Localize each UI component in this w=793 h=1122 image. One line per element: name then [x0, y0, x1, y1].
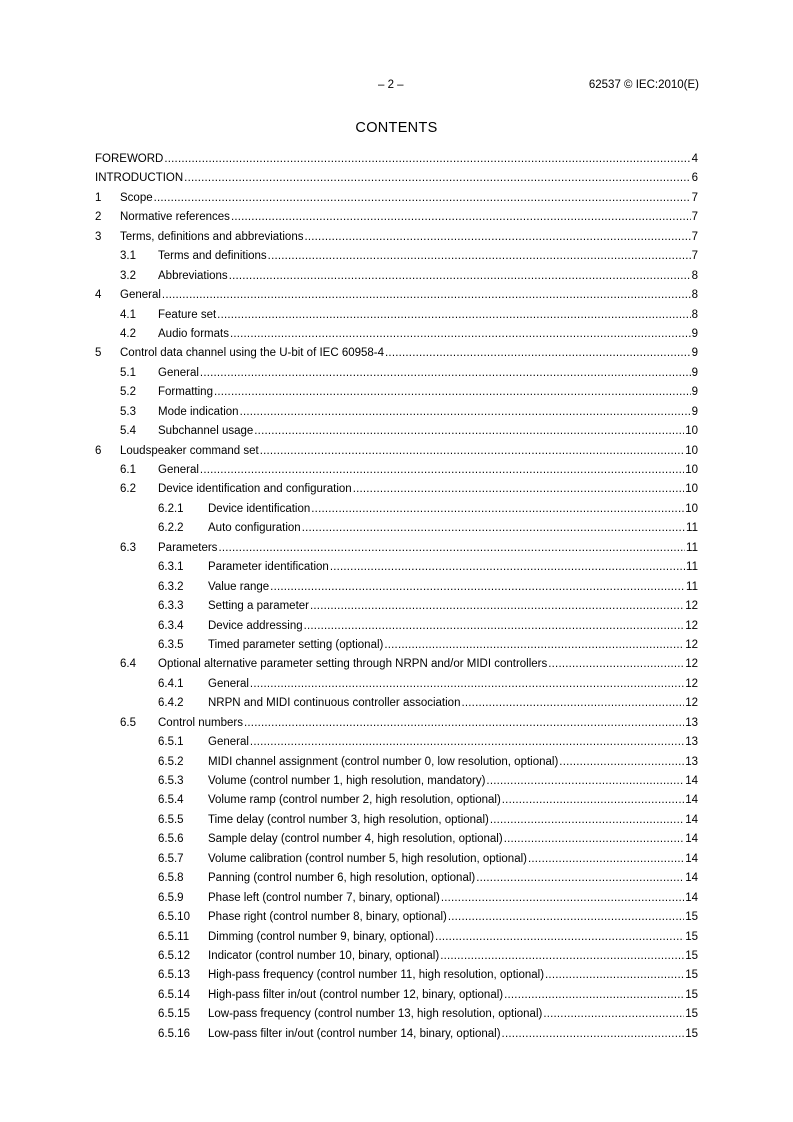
toc-leader-dots [486, 772, 684, 791]
toc-entry-page: 12 [685, 638, 698, 651]
toc-entry[interactable] [95, 461, 698, 480]
toc-entry[interactable] [95, 617, 698, 636]
toc-entry[interactable] [95, 811, 698, 830]
toc-entry-title: Mode indication [158, 405, 239, 418]
toc-entry-number: 6.5 [120, 716, 136, 729]
toc-entry-number: 6.5.13 [158, 969, 190, 982]
toc-entry-page: 13 [685, 716, 698, 729]
toc-entry-title: Auto configuration [208, 522, 301, 535]
toc-entry-title: General [208, 677, 249, 690]
toc-entry-number: 6.3.2 [158, 580, 184, 593]
toc-entry-number: 6.5.10 [158, 911, 190, 924]
toc-entry-number: 5.4 [120, 425, 136, 438]
toc-entry-title: Optional alternative parameter setting through NRPN and/or MIDI controllers [158, 658, 548, 671]
toc-entry-page: 15 [685, 1027, 698, 1040]
toc-leader-dots [270, 578, 685, 597]
toc-leader-dots [200, 364, 691, 383]
toc-entry-title: Parameters [158, 541, 218, 554]
toc-entry-title: Indicator (control number 10, binary, optional) [208, 949, 440, 962]
toc-entry[interactable] [95, 306, 698, 325]
toc-entry-title: General [158, 464, 199, 476]
toc-entry-page: 15 [685, 988, 698, 1001]
toc-entry[interactable] [95, 189, 698, 208]
toc-entry-page: 10 [685, 425, 698, 438]
toc-entry-number: 6.2.2 [158, 522, 184, 535]
toc-entry-title: Volume (control number 1, high resolution, mandatory) [208, 775, 486, 787]
toc-entry-number: 6.1 [120, 464, 136, 476]
toc-entry-page: 10 [685, 502, 698, 515]
toc-entry-page: 11 [686, 561, 698, 574]
toc-entry-number: 6.4.2 [158, 697, 184, 710]
toc-entry-page: 7 [691, 250, 698, 263]
toc-entry-title: Loudspeaker command set [120, 444, 259, 457]
toc-entry-title: MIDI channel assignment (control number 0, low resolution, optional) [208, 755, 559, 768]
toc-entry-title: FOREWORD [95, 153, 164, 165]
toc-entry-page: 8 [691, 269, 698, 282]
toc-entry-number: 4 [95, 289, 102, 302]
toc-entry-page: 10 [685, 464, 698, 476]
toc-leader-dots [311, 500, 684, 519]
toc-entry-page: 4 [691, 153, 698, 165]
toc-entry[interactable] [95, 947, 698, 966]
toc-entry-page: 10 [685, 444, 698, 457]
toc-entry[interactable] [95, 228, 698, 247]
toc-entry-page: 15 [685, 1008, 698, 1021]
toc-leader-dots [304, 617, 685, 636]
toc-entry-number: 4.2 [120, 327, 136, 340]
toc-leader-dots [268, 247, 691, 266]
toc-leader-dots [490, 811, 684, 830]
toc-entry-title: Volume ramp (control number 2, high resolution, optional) [208, 794, 501, 807]
toc-entry-title: Dimming (control number 9, binary, optional) [208, 930, 435, 943]
document-id: 62537 © IEC:2010(E) [588, 79, 699, 91]
toc-entry-title: NRPN and MIDI continuous controller association [208, 697, 461, 710]
toc-entry-title: Feature set [158, 308, 217, 321]
toc-entry-page: 15 [685, 930, 698, 943]
toc-entry-title: High-pass filter in/out (control number 12, binary, optional) [208, 988, 504, 1001]
toc-entry-number: 6.2 [120, 483, 136, 496]
toc-entry-page: 12 [685, 600, 698, 613]
toc-entry[interactable] [95, 908, 698, 927]
toc-entry-number: 6.5.8 [158, 872, 184, 885]
toc-leader-dots [250, 733, 684, 752]
toc-entry-number: 6.5.11 [158, 930, 190, 943]
toc-entry-title: Device identification and configuration [158, 483, 352, 496]
toc-entry-number: 5.2 [120, 386, 136, 399]
toc-leader-dots [154, 189, 691, 208]
toc-entry-title: High-pass frequency (control number 11, high resolution, optional) [208, 969, 545, 982]
toc-entry-number: 6.5.16 [158, 1027, 190, 1040]
toc-entry[interactable] [95, 150, 698, 169]
toc-entry-title: Phase left (control number 7, binary, optional) [208, 891, 440, 904]
toc-leader-dots [504, 830, 685, 849]
toc-leader-dots [214, 383, 691, 402]
toc-entry-title: INTRODUCTION [95, 172, 184, 185]
toc-entry[interactable] [95, 344, 698, 363]
toc-entry-title: Scope [120, 191, 153, 204]
toc-entry[interactable] [95, 208, 698, 227]
toc-entry-number: 2 [95, 211, 102, 224]
toc-leader-dots [440, 947, 684, 966]
toc-entry-title: Time delay (control number 3, high resolution, optional) [208, 813, 489, 826]
toc-entry[interactable] [95, 558, 698, 577]
toc-entry-number: 5.1 [120, 366, 136, 379]
toc-leader-dots [218, 539, 685, 558]
toc-entry-title: Low-pass filter in/out (control number 14, binary, optional) [208, 1027, 501, 1040]
toc-entry[interactable] [95, 772, 698, 791]
toc-entry[interactable] [95, 364, 698, 383]
toc-entry-title: Low-pass frequency (control number 13, high resolution, optional) [208, 1008, 543, 1021]
toc-entry[interactable] [95, 519, 698, 538]
toc-entry-title: Subchannel usage [158, 425, 254, 438]
toc-entry-number: 6.5.6 [158, 833, 184, 846]
toc-leader-dots [545, 966, 684, 985]
toc-entry[interactable] [95, 383, 698, 402]
toc-entry[interactable] [95, 403, 698, 422]
toc-entry[interactable] [95, 966, 698, 985]
toc-entry[interactable] [95, 578, 698, 597]
table-of-contents [95, 150, 698, 1044]
toc-leader-dots [528, 850, 684, 869]
toc-entry[interactable] [95, 791, 698, 810]
toc-entry[interactable] [95, 733, 698, 752]
toc-entry[interactable] [95, 986, 698, 1005]
toc-entry[interactable] [95, 325, 698, 344]
toc-entry-number: 6.5.2 [158, 755, 184, 768]
toc-entry-number: 5.3 [120, 405, 136, 418]
toc-leader-dots [476, 869, 684, 888]
toc-leader-dots [162, 286, 691, 305]
toc-entry-page: 8 [691, 289, 698, 302]
toc-entry-number: 6.5.7 [158, 852, 184, 865]
toc-entry-number: 6.2.1 [158, 502, 184, 515]
toc-leader-dots [310, 597, 684, 616]
toc-leader-dots [385, 344, 691, 363]
toc-entry-title: Panning (control number 6, high resolution, optional) [208, 872, 476, 885]
toc-entry-page: 8 [691, 308, 698, 321]
toc-entry-page: 7 [691, 191, 698, 204]
toc-entry-page: 14 [685, 891, 698, 904]
toc-entry-title: Setting a parameter [208, 600, 310, 613]
toc-leader-dots [200, 461, 684, 480]
toc-leader-dots [435, 928, 684, 947]
toc-leader-dots [304, 228, 690, 247]
toc-entry-title: Normative references [120, 211, 230, 224]
toc-entry-number: 6.5.9 [158, 891, 184, 904]
toc-entry-number: 6.3.1 [158, 561, 184, 574]
toc-entry-title: Device addressing [208, 619, 303, 632]
toc-leader-dots [250, 675, 684, 694]
toc-entry-page: 13 [685, 736, 698, 749]
toc-entry[interactable] [95, 928, 698, 947]
toc-entry-number: 6 [95, 444, 102, 457]
toc-entry-page: 9 [691, 386, 698, 399]
toc-entry-title: Phase right (control number 8, binary, optional) [208, 911, 447, 924]
toc-leader-dots [543, 1005, 684, 1024]
toc-entry-page: 12 [685, 619, 698, 632]
toc-entry-page: 12 [685, 697, 698, 710]
toc-leader-dots [230, 325, 691, 344]
toc-entry-page: 15 [685, 969, 698, 982]
toc-entry-number: 6.4 [120, 658, 136, 671]
toc-entry-page: 13 [685, 755, 698, 768]
toc-leader-dots [448, 908, 684, 927]
toc-leader-dots [559, 753, 684, 772]
toc-entry-page: 14 [685, 775, 698, 787]
toc-leader-dots [548, 655, 684, 674]
toc-entry-title: Terms, definitions and abbreviations [120, 230, 304, 243]
toc-leader-dots [260, 442, 684, 461]
toc-entry-page: 14 [685, 794, 698, 807]
toc-entry[interactable] [95, 1005, 698, 1024]
toc-leader-dots [184, 169, 690, 188]
toc-entry-page: 11 [686, 580, 698, 593]
toc-entry[interactable] [95, 694, 698, 713]
toc-entry-page: 11 [686, 522, 698, 535]
toc-entry-number: 1 [95, 191, 102, 204]
toc-entry[interactable] [95, 675, 698, 694]
toc-entry-number: 6.5.1 [158, 736, 184, 749]
toc-entry-page: 7 [691, 230, 698, 243]
toc-entry[interactable] [95, 597, 698, 616]
toc-entry-page: 14 [685, 813, 698, 826]
toc-entry-title: Volume calibration (control number 5, high resolution, optional) [208, 852, 527, 865]
toc-entry-page: 14 [685, 833, 698, 846]
toc-entry-page: 12 [685, 677, 698, 690]
toc-entry-page: 10 [685, 483, 698, 496]
toc-leader-dots [353, 480, 685, 499]
toc-entry[interactable] [95, 753, 698, 772]
toc-entry-number: 3 [95, 230, 102, 243]
toc-leader-dots [504, 986, 684, 1005]
toc-entry-title: General [208, 736, 249, 749]
toc-entry[interactable] [95, 1025, 698, 1044]
toc-entry-title: Control numbers [158, 716, 244, 729]
toc-leader-dots [330, 558, 685, 577]
toc-entry-number: 6.3.5 [158, 638, 184, 651]
toc-entry-page: 14 [685, 872, 698, 885]
toc-entry-number: 3.2 [120, 269, 136, 282]
toc-entry[interactable] [95, 500, 698, 519]
page-number: – 2 – [378, 79, 404, 91]
toc-entry[interactable] [95, 422, 698, 441]
toc-entry[interactable] [95, 480, 698, 499]
toc-entry-number: 6.5.3 [158, 775, 184, 787]
toc-leader-dots [384, 636, 684, 655]
toc-leader-dots [217, 306, 690, 325]
toc-entry[interactable] [95, 286, 698, 305]
toc-entry-page: 9 [691, 405, 698, 418]
toc-leader-dots [461, 694, 684, 713]
toc-entry-number: 6.5.12 [158, 949, 190, 962]
page-title: CONTENTS [355, 120, 438, 136]
toc-entry-page: 12 [685, 658, 698, 671]
toc-entry-page: 11 [686, 541, 698, 554]
toc-entry-number: 6.4.1 [158, 677, 184, 690]
toc-entry-title: Abbreviations [158, 269, 228, 282]
toc-entry-number: 6.5.14 [158, 988, 190, 1001]
toc-leader-dots [502, 791, 684, 810]
toc-leader-dots [231, 208, 691, 227]
toc-entry-page: 14 [685, 852, 698, 865]
toc-entry[interactable] [95, 889, 698, 908]
toc-entry[interactable] [95, 850, 698, 869]
toc-entry-page: 9 [691, 366, 698, 379]
toc-entry[interactable] [95, 169, 698, 188]
toc-leader-dots [502, 1025, 685, 1044]
toc-leader-dots [240, 403, 691, 422]
toc-leader-dots [254, 422, 684, 441]
toc-entry[interactable] [95, 539, 698, 558]
toc-entry[interactable] [95, 655, 698, 674]
toc-entry-title: Device identification [208, 502, 311, 515]
toc-entry[interactable] [95, 636, 698, 655]
toc-entry-page: 6 [691, 172, 698, 185]
toc-entry-page: 15 [685, 949, 698, 962]
toc-entry-page: 9 [691, 347, 698, 360]
toc-entry[interactable] [95, 869, 698, 888]
toc-entry[interactable] [95, 247, 698, 266]
toc-entry-title: Audio formats [158, 327, 229, 340]
toc-entry-title: Formatting [158, 386, 213, 399]
toc-entry-page: 7 [691, 211, 698, 224]
toc-entry[interactable] [95, 267, 698, 286]
toc-leader-dots [229, 267, 691, 286]
toc-leader-dots [441, 889, 684, 908]
toc-entry-number: 6.5.4 [158, 794, 184, 807]
toc-entry-title: General [158, 366, 199, 379]
toc-entry-number: 6.3.4 [158, 619, 184, 632]
toc-leader-dots [244, 714, 684, 733]
toc-entry-number: 5 [95, 347, 102, 360]
toc-entry-title: Parameter identification [208, 561, 329, 574]
toc-entry-page: 9 [691, 327, 698, 340]
toc-entry-title: Value range [208, 580, 270, 593]
toc-entry[interactable] [95, 442, 698, 461]
toc-entry-number: 6.3 [120, 541, 136, 554]
toc-entry-title: Terms and definitions [158, 250, 267, 263]
toc-leader-dots [164, 150, 690, 169]
toc-entry-title: Timed parameter setting (optional) [208, 638, 384, 651]
toc-entry-title: Control data channel using the U-bit of IEC 60958-4 [120, 347, 385, 360]
toc-entry-number: 6.5.15 [158, 1008, 190, 1021]
toc-entry-title: Sample delay (control number 4, high resolution, optional) [208, 833, 503, 846]
toc-entry-page: 15 [685, 911, 698, 924]
toc-entry-number: 6.5.5 [158, 813, 184, 826]
toc-entry[interactable] [95, 830, 698, 849]
toc-entry-number: 4.1 [120, 308, 136, 321]
toc-entry-title: General [120, 289, 161, 302]
toc-leader-dots [302, 519, 685, 538]
toc-entry-number: 6.3.3 [158, 600, 184, 613]
toc-entry[interactable] [95, 714, 698, 733]
toc-entry-number: 3.1 [120, 250, 136, 263]
